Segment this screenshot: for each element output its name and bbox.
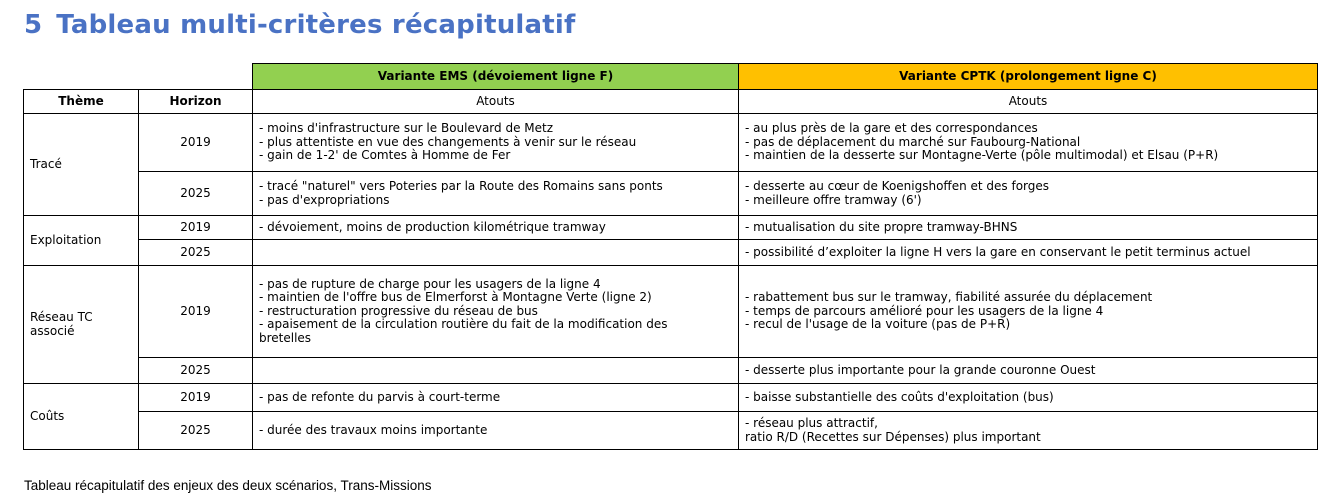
- ems-cell: [253, 412, 739, 450]
- horizon-cell: 2019: [139, 384, 253, 412]
- horizon-cell: 2025: [139, 240, 253, 266]
- cptk-cell: [739, 412, 1318, 450]
- section-title: [24, 10, 576, 40]
- ems-cell: [253, 384, 739, 412]
- ems-cell: [253, 216, 739, 240]
- ems-line: - pas de rupture de charge pour les usagers de la ligne 4: [259, 276, 601, 291]
- cptk-cell: [739, 266, 1318, 358]
- table-row: [24, 114, 1318, 172]
- horizon-cell: 2025: [139, 412, 253, 450]
- ems-atouts-header: Atouts: [253, 90, 739, 114]
- cptk-line: - réseau plus attractif,: [745, 416, 878, 430]
- cptk-line: - au plus près de la gare et des correspondances: [745, 121, 1038, 136]
- ems-line: - apaisement de la circulation routière du fait de la modification des: [259, 317, 668, 332]
- cptk-line: - possibilité d’exploiter la ligne H vers la gare en conservant le petit terminus actuel: [745, 244, 1251, 259]
- ems-cell: [253, 114, 739, 172]
- theme-couts: Coûts: [24, 384, 139, 450]
- horizon-column-header: Horizon: [139, 90, 253, 114]
- cptk-line: - desserte au cœur de Koenigshoffen et des forges: [745, 179, 1050, 193]
- variant-cptk-header: Variante CPTK (prolongement ligne C): [739, 64, 1318, 90]
- cptk-cell: [739, 384, 1318, 412]
- cptk-cell: [739, 240, 1318, 266]
- ems-line: - durée des travaux moins importante: [259, 422, 488, 437]
- column-header-row: [24, 90, 1318, 114]
- cptk-atouts-header: Atouts: [739, 90, 1318, 114]
- table-row: [24, 384, 1318, 412]
- table-caption: Tableau récapitulatif des enjeux des deux scénarios, Trans-Missions: [24, 478, 432, 493]
- ems-cell: [253, 240, 739, 266]
- table-row: [24, 172, 1318, 216]
- horizon-cell: 2025: [139, 358, 253, 384]
- horizon-cell: 2019: [139, 114, 253, 172]
- ems-line: - pas de refonte du parvis à court-terme: [259, 389, 501, 404]
- summary-table: [23, 63, 1318, 450]
- horizon-cell: 2025: [139, 172, 253, 216]
- table-row: [24, 358, 1318, 384]
- ems-line: - pas d'expropriations: [259, 192, 390, 207]
- cptk-line: ratio R/D (Recettes sur Dépenses) plus important: [745, 429, 1041, 444]
- horizon-cell: 2019: [139, 266, 253, 358]
- cptk-cell: [739, 216, 1318, 240]
- table-row: [24, 412, 1318, 450]
- cptk-line: - rabattement bus sur le tramway, fiabilité assurée du déplacement: [745, 290, 1153, 305]
- ems-cell: [253, 358, 739, 384]
- ems-cell: [253, 172, 739, 216]
- table-row: [24, 216, 1318, 240]
- ems-line: - maintien de l'offre bus de Elmerforst à Montagne Verte (ligne 2): [259, 290, 652, 305]
- ems-line: - gain de 1-2' de Comtes à Homme de Fer: [259, 148, 511, 163]
- ems-line: - restructuration progressive du réseau de bus: [259, 303, 538, 318]
- cptk-line: - meilleure offre tramway (6'): [745, 192, 922, 207]
- cptk-line: - recul de l'usage de la voiture (pas de P+R): [745, 317, 1011, 332]
- variant-header-row: [24, 64, 1318, 90]
- cptk-line: - pas de déplacement du marché sur Faubourg-National: [745, 134, 1081, 149]
- ems-line: - moins d'infrastructure sur le Boulevard de Metz: [259, 121, 554, 136]
- theme-reseau: [24, 266, 139, 384]
- section-title-text: Tableau multi-critères récapitulatif: [56, 10, 576, 40]
- variant-ems-header: Variante EMS (dévoiement ligne F): [253, 64, 739, 90]
- section-number: 5: [24, 10, 43, 40]
- table-row: [24, 240, 1318, 266]
- ems-line: - dévoiement, moins de production kilométrique tramway: [259, 219, 606, 234]
- blank-corner: [24, 64, 253, 90]
- theme-reseau-label: Réseau TC associé: [30, 310, 93, 338]
- cptk-line: - desserte plus importante pour la grande couronne Ouest: [745, 362, 1096, 377]
- cptk-line: - baisse substantielle des coûts d'exploitation (bus): [745, 389, 1054, 404]
- ems-line: - plus attentiste en vue des changements à venir sur le réseau: [259, 134, 637, 149]
- cptk-cell: [739, 114, 1318, 172]
- ems-line: bretelles: [259, 330, 312, 345]
- cptk-line: - temps de parcours amélioré pour les usagers de la ligne 4: [745, 303, 1104, 318]
- theme-exploitation: Exploitation: [24, 216, 139, 266]
- cptk-cell: [739, 172, 1318, 216]
- horizon-cell: 2019: [139, 216, 253, 240]
- cptk-line: - mutualisation du site propre tramway-BHNS: [745, 219, 1018, 234]
- table-row: [24, 266, 1318, 358]
- ems-cell: [253, 266, 739, 358]
- ems-line: - tracé "naturel" vers Poteries par la Route des Romains sans ponts: [259, 179, 663, 193]
- cptk-line: - maintien de la desserte sur Montagne-Verte (pôle multimodal) et Elsau (P+R): [745, 148, 1219, 163]
- theme-trace: Tracé: [24, 114, 139, 216]
- cptk-cell: [739, 358, 1318, 384]
- theme-column-header: Thème: [24, 90, 139, 114]
